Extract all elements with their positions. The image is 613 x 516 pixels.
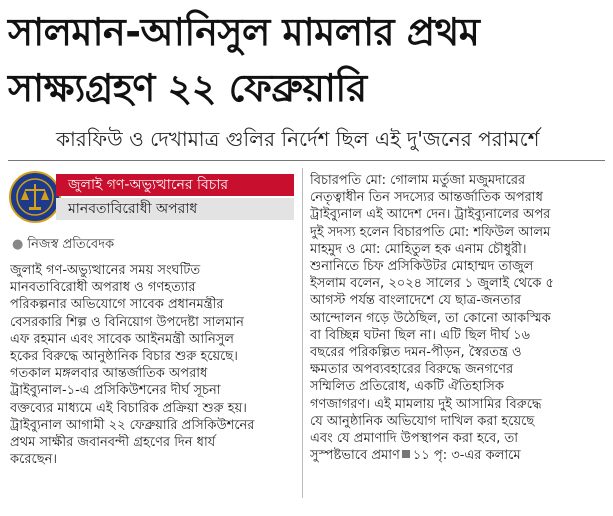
paragraph-line: মানবতাবিরোধী অপরাধ ও গণহত্যার xyxy=(10,280,196,296)
tribunal-seal-icon xyxy=(8,170,62,224)
divider-column xyxy=(302,168,303,498)
paragraph-line: করেছেন। xyxy=(10,452,57,468)
section-banner xyxy=(8,170,294,224)
article-right-column xyxy=(310,172,605,464)
paragraph-line: ট্রাইব্যুনাল এই আদেশ দেন। ট্রাইব্যুনালের অপর xyxy=(310,207,551,223)
paragraph-line: ট্রাইব্যুনাল আগামী ২২ ফেব্রুয়ারি প্রসিকিউশনের xyxy=(10,417,255,433)
continuation-jump[interactable] xyxy=(400,448,521,463)
paragraph-line: বছরের পরিকল্পিত দমন-পীড়ন, স্বৈরতন্ত্র ও xyxy=(310,345,522,361)
paragraph-line: ট্রাইব্যুনাল-১-এ প্রসিকিউশনের দীর্ঘ সূচনা xyxy=(10,383,221,399)
byline xyxy=(12,236,114,254)
paragraph-line: গণজাগরণ। এই মামলায় দুই আসামির বিরুদ্ধে xyxy=(310,396,542,412)
paragraph-line: পরিকল্পনার অভিযোগে সাবেক প্রধানমন্ত্রীর xyxy=(10,297,224,313)
series-title: জুলাই গণ-অভ্যুত্থানের বিচার xyxy=(56,174,294,196)
paragraph-line: ইসলাম বলেন, ২০২৪ সালের ১ জুলাই থেকে ৫ xyxy=(310,276,554,292)
continuation-text: ১১ পৃ: ৩-এর কলামে xyxy=(412,448,521,464)
headline-line-2: সাক্ষ্যগ্রহণ ২২ ফেব্রুয়ারি xyxy=(8,66,367,110)
byline-text: নিজস্ব প্রতিবেদক xyxy=(27,237,115,252)
paragraph-line: আগস্ট পর্যন্ত বাংলাদেশে যে ছাত্র-জনতার xyxy=(310,293,522,309)
paragraph-line: এবং যে প্রমাণাদি উপস্থাপন করা হবে, তা xyxy=(310,431,519,447)
paragraph-line: গতকাল মঙ্গলবার আন্তর্জাতিক অপরাধ xyxy=(10,366,208,382)
paragraph-line: বিচারপতি মো: গোলাম মর্তুজা মজুমদারের xyxy=(310,173,526,188)
paragraph-line: বক্তব্যের মাধ্যমে এই বিচারিক প্রক্রিয়া শুরু হয়। xyxy=(10,400,247,416)
paragraph-line: বা বিচ্ছিন্ন ঘটনা ছিল না। এটি ছিল দীর্ঘ ১৬ xyxy=(310,327,531,343)
paragraph-line: ক্ষমতার অপব্যবহারের বিরুদ্ধে জনগণের xyxy=(310,362,514,378)
paragraph-line: যে আনুষ্ঠানিক অভিযোগ দাখিল করা হয়েছে xyxy=(310,413,535,429)
paragraph-line: প্রথম সাক্ষীর জবানবন্দী গ্রহণের দিন ধার্য xyxy=(10,435,216,451)
paragraph-line: জুলাই গণ-অভ্যুত্থানের সময় সংঘটিত xyxy=(10,263,201,278)
paragraph-line: সম্মিলিত প্রতিরোধ, একটি ঐতিহাসিক xyxy=(310,379,504,395)
paragraph-line-text: সুস্পষ্টভাবে প্রমাণ xyxy=(310,448,400,464)
paragraph-line: নেতৃত্বাধীন তিন সদস্যের আন্তর্জাতিক অপরাধ xyxy=(310,190,543,206)
headline xyxy=(8,4,605,116)
paragraph-line: মাহমুদ ও মো: মোহিতুল হক এনাম চৌধুরী। xyxy=(310,241,527,257)
subheadline: কারফিউ ও দেখামাত্র গুলির নির্দেশ ছিল এই দু'জনের পরামর্শে xyxy=(56,127,540,151)
paragraph-line-last xyxy=(310,447,605,464)
paragraph-line: বেসরকারি শিল্প ও বিনিয়োগ উপদেষ্টা সালমান xyxy=(10,314,244,330)
article-left-column xyxy=(10,262,296,468)
paragraph-line: দুই সদস্য হলেন বিচারপতি মো: শফিউল আলম xyxy=(310,224,551,240)
square-bullet-icon xyxy=(402,450,410,458)
divider-horizontal xyxy=(8,160,605,161)
paragraph-line: এফ রহমান এবং সাবেক আইনমন্ত্রী আনিসুল xyxy=(10,331,234,347)
headline-line-1: সালমান-আনিসুল মামলার প্রথম xyxy=(8,10,480,54)
bullet-icon: ● xyxy=(12,237,24,252)
paragraph-line: আন্দোলন গড়ে উঠেছিল, তা কোনো আকস্মিক xyxy=(310,310,551,326)
section-label: মানবতাবিরোধী অপরাধ xyxy=(56,198,294,220)
paragraph-line: হকের বিরুদ্ধে আনুষ্ঠানিক বিচার শুরু হয়েছে। xyxy=(10,349,238,365)
paragraph-line: শুনানিতে চিফ প্রসিকিউটর মোহাম্মদ তাজুল xyxy=(310,259,534,275)
